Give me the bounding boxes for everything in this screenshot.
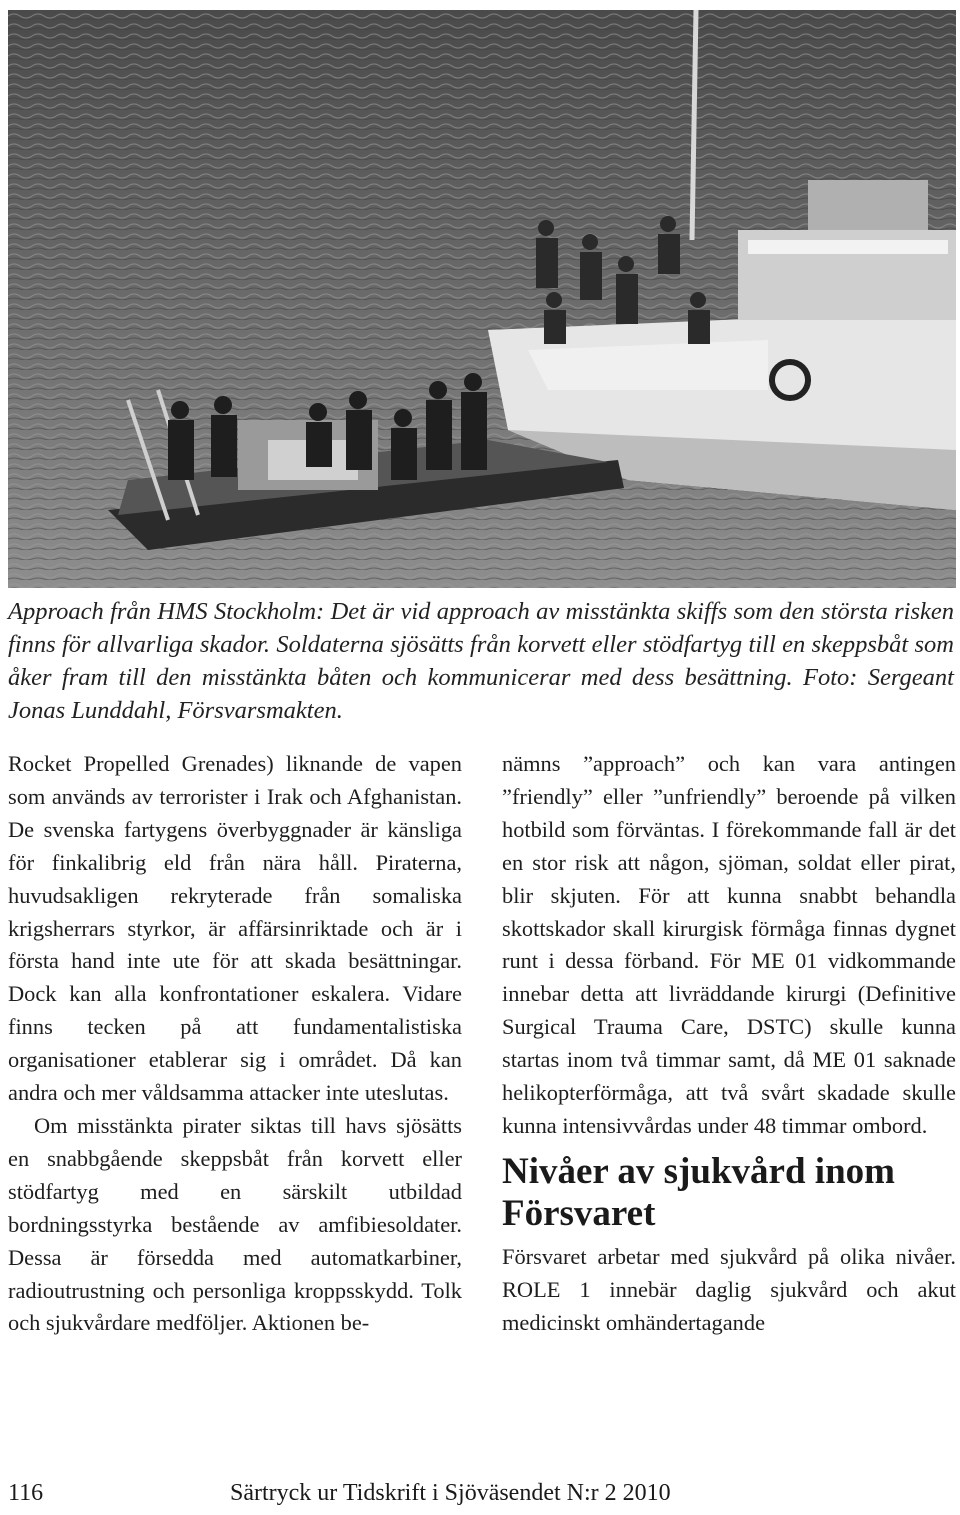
section-heading: Nivåer av sjukvård inom Försvaret	[502, 1150, 895, 1234]
right-column	[502, 748, 956, 1340]
right-paragraph-2: Försvaret arbetar med sjukvård på olika nivåer. ROLE 1 innebär daglig sjukvård och akut medicinskt omhändertagande	[502, 1243, 956, 1335]
photo-caption: Approach från HMS Stockholm: Det är vid approach av misstänkta skiffs som den största risken finns för allvarliga skador. Soldaterna sjösätts från korvett eller stödfartyg till en skeppsbåt som åker fram till den misstänkta båten och kommunicerar med dess besättning. Foto: Sergeant Jonas Lunddahl, Försvarsmakten.	[8, 598, 954, 724]
boarding-photo-illustration	[8, 10, 956, 588]
left-column	[8, 748, 462, 1340]
right-paragraph-1: nämns ”approach” och kan vara antingen ”friendly” eller ”unfriendly” beroende på vilken hotbild som förväntas. I förekommande fall är det en stor risk att någon, sjöman, soldat eller pirat, blir skjuten. För att kunna snabbt behandla skottskador skall kirurgisk förmåga finnas dygnet runt i dessa förband. För ME 01 vidkommande innebar detta att livräddande kirurgi (Definitive Surgical Trauma Care, DSTC) skulle kunna startas inom två timmar samt, då ME 01 saknade helikopterförmåga, att två svårt skadade skulle kunna intensivvårdas under 48 timmar ombord.	[502, 751, 956, 1138]
page-footer	[8, 1480, 954, 1514]
publication-title: Särtryck ur Tidskrift i Sjöväsendet N:r 2 2010	[230, 1480, 671, 1506]
left-paragraph-1: Rocket Propelled Grenades) liknande de vapen som används av terrorister i Irak och Afghanistan. De svenska fartygens överbyggnader är känsliga för finkalibrig eld från nära håll. Piraterna, huvudsakligen rekryterade från somaliska krigsherrars styrkor, är affärsinriktade och är i första hand inte ute för att skada besättningar. Dock kan alla konfrontationer eskalera. Vidare finns tecken på att fundamentalistiska organisationer etablerar sig i området. Då kan andra och mer våldsamma attacker inte uteslutas.	[8, 751, 462, 1106]
left-paragraph-2: Om misstänkta pirater siktas till havs sjösätts en snabbgående skeppsbåt från korvett eller stödfartyg med en särskilt utbildad bordningsstyrka bestående av amfibiesoldater. Dessa är försedda med automatkarbiner, radioutrustning och personliga kroppsskydd. Tolk och sjukvårdare medföljer. Aktionen be-	[8, 1112, 462, 1336]
page-number: 116	[8, 1480, 44, 1506]
photo	[8, 10, 956, 588]
